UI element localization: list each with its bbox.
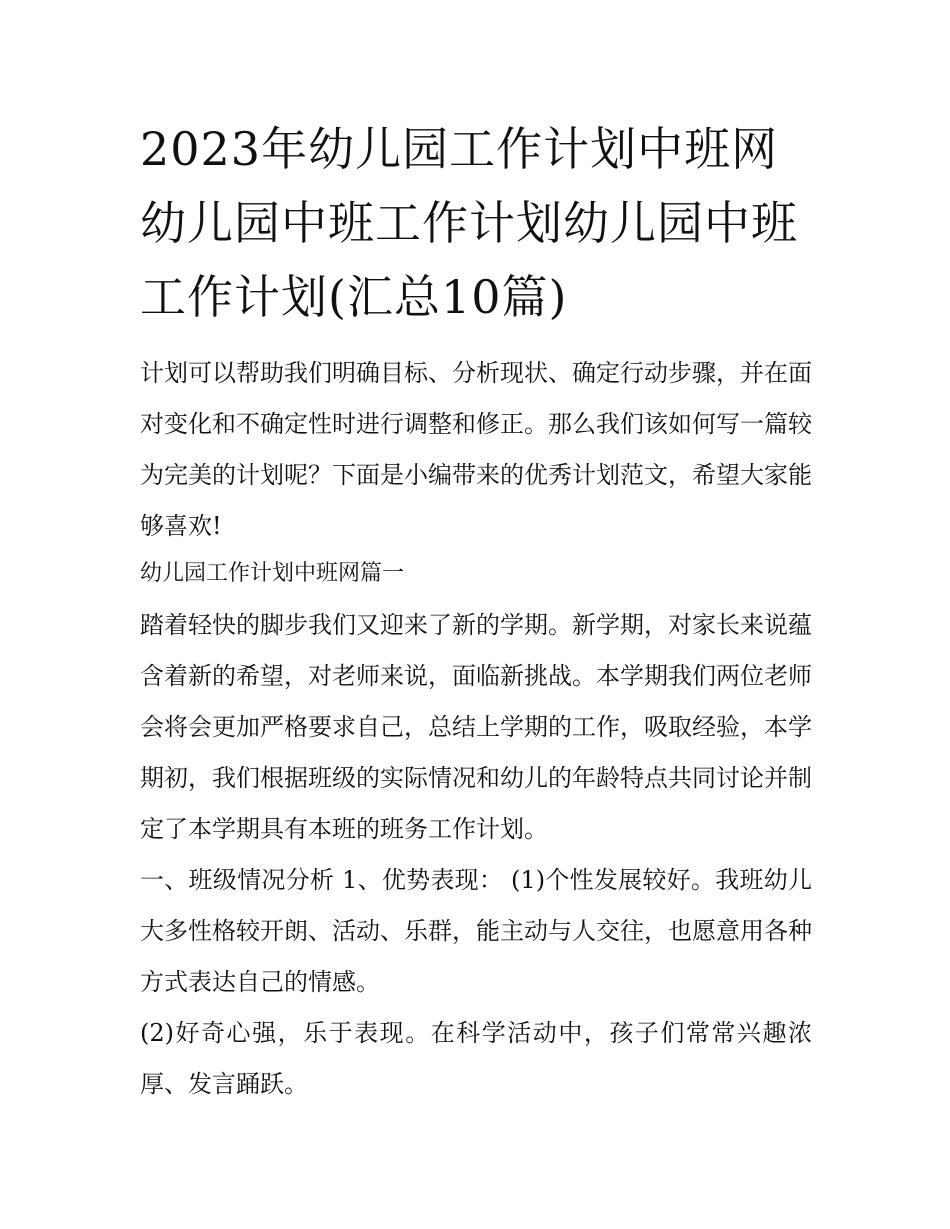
body-paragraph: 一、班级情况分析 1、优势表现： (1)个性发展较好。我班幼儿大多性格较开朗、活动、乐群，能主动与人交往，也愿意用各种方式表达自己的情感。 xyxy=(140,866,812,996)
body-paragraph: 踏着轻快的脚步我们又迎来了新的学期。新学期，对家长来说蕴含着新的希望，对老师来说，面临新挑战。本学期我们两位老师会将会更加严格要求自己，总结上学期的工作，吸取经验，本学期初，我们根据班级的实际情况和幼儿的年龄特点共同讨论并制定了本学期具有本班的班务工作计划。 xyxy=(140,611,812,843)
document-title: 2023年幼儿园工作计划中班网幼儿园中班工作计划幼儿园中班工作计划(汇总10篇) xyxy=(140,122,798,324)
intro-paragraph: 计划可以帮助我们明确目标、分析现状、确定行动步骤，并在面对变化和不确定性时进行调整和修正。那么我们该如何写一篇较为完美的计划呢？下面是小编带来的优秀计划范文，希望大家能够喜欢! xyxy=(140,359,812,540)
section-heading: 幼儿园工作计划中班网篇一 xyxy=(140,561,405,586)
body-paragraph: (2)好奇心强，乐于表现。在科学活动中，孩子们常常兴趣浓厚、发言踊跃。 xyxy=(140,1019,812,1098)
document-page xyxy=(140,112,812,1110)
